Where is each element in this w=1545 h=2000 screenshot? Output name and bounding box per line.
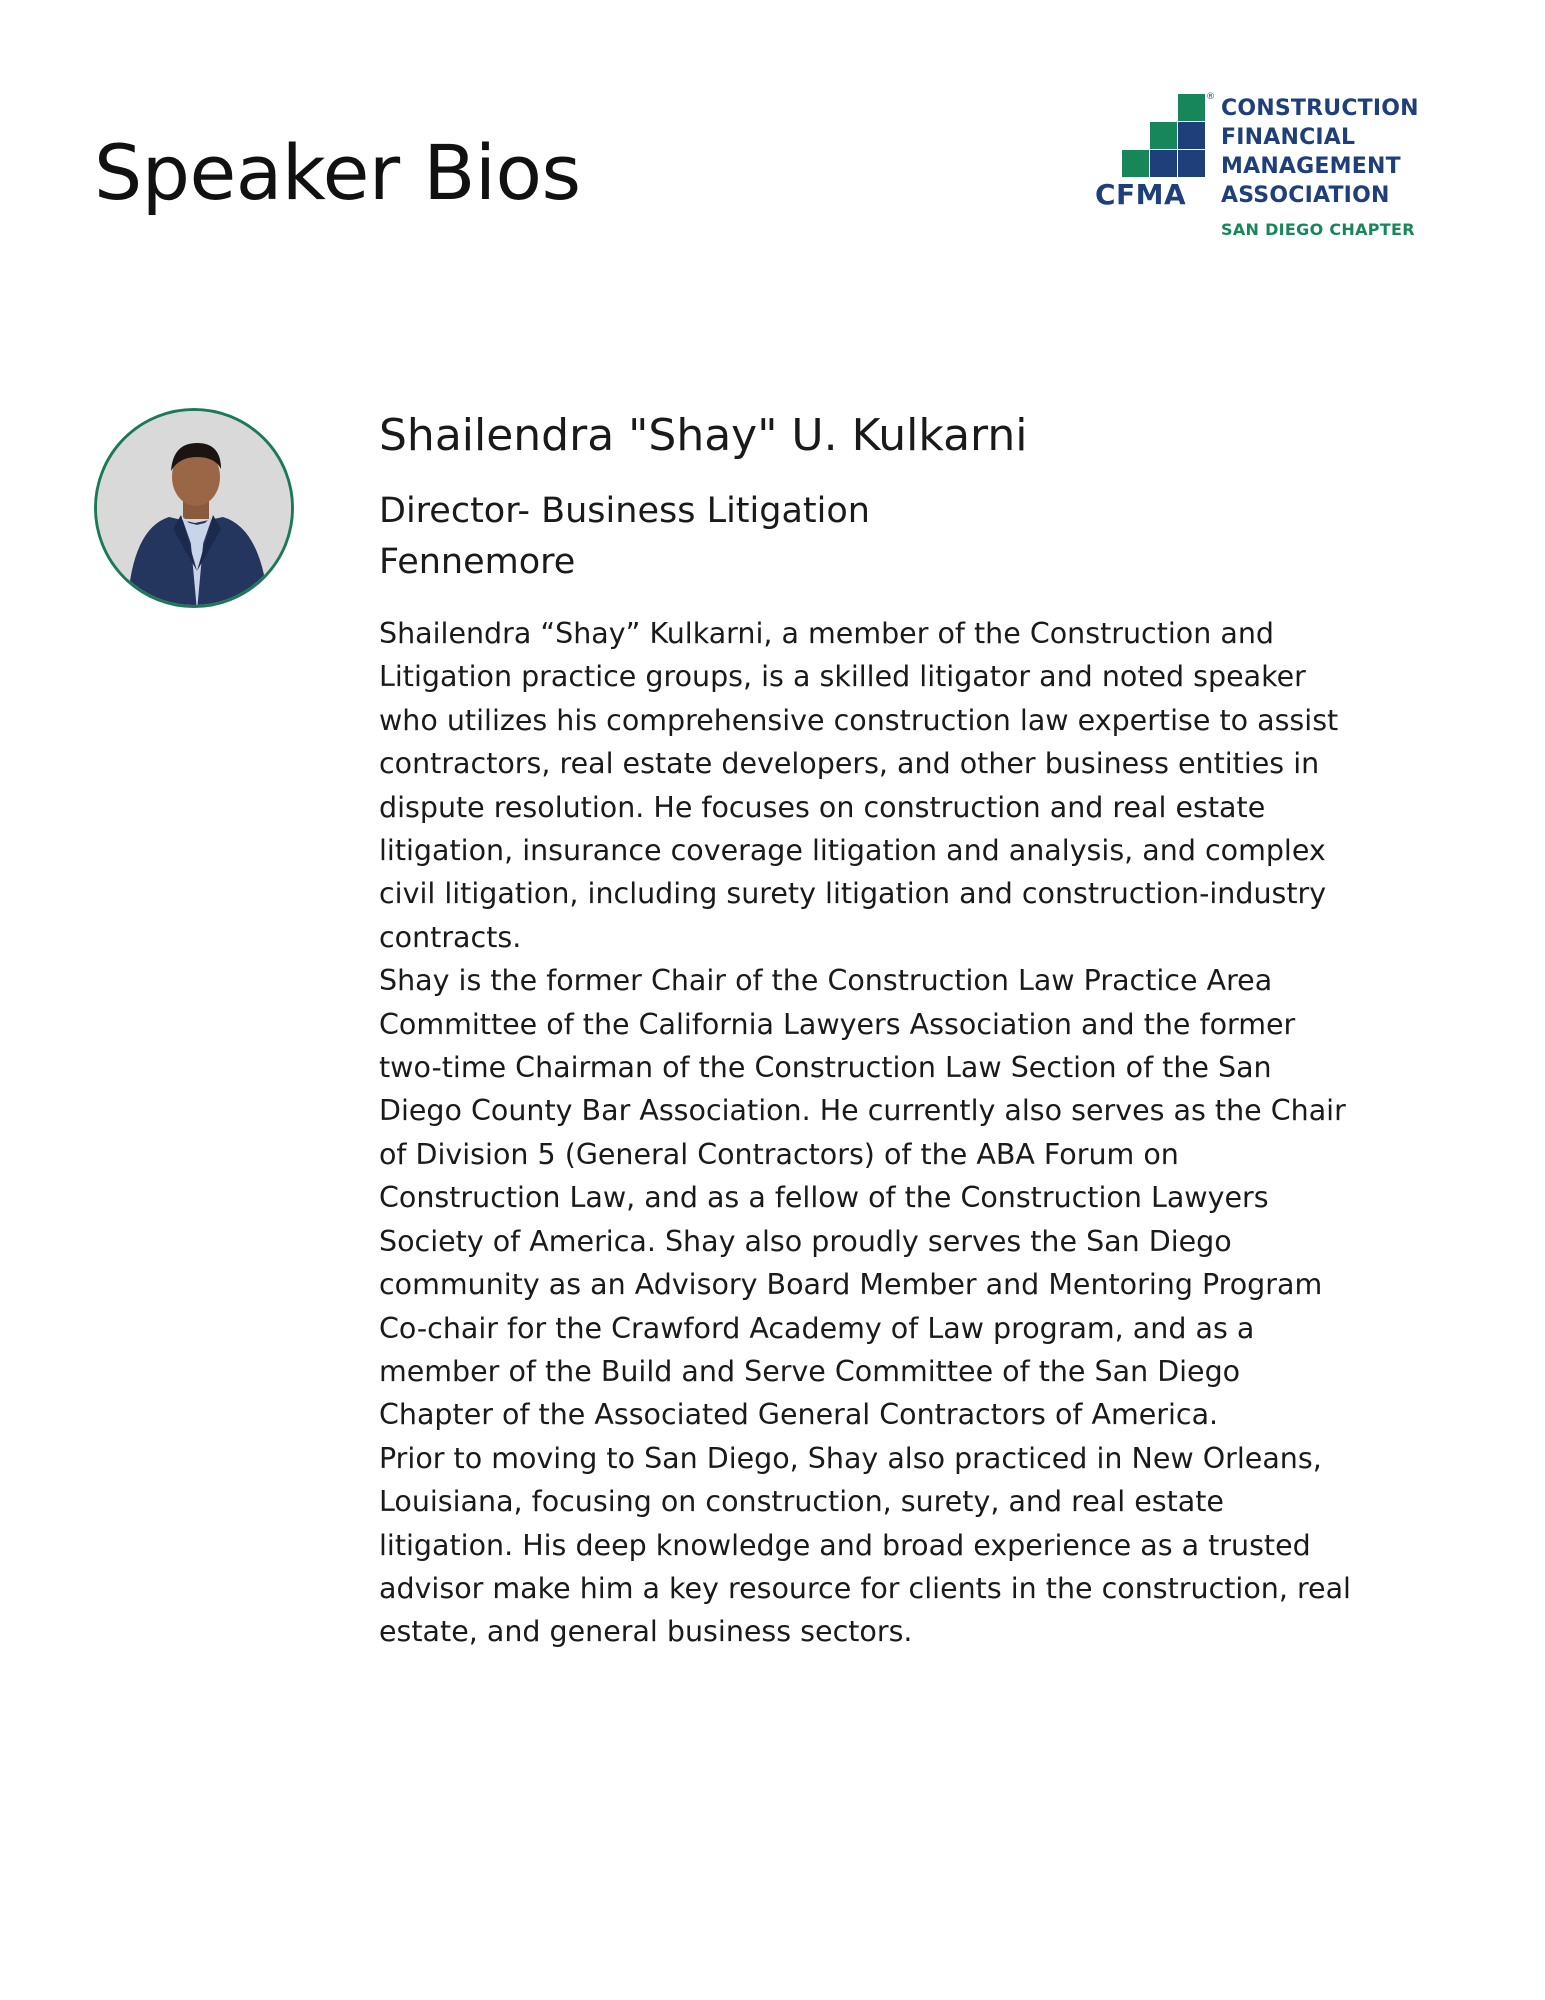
speaker-bio	[379, 612, 1354, 1654]
logo-name-line: MANAGEMENT	[1221, 154, 1401, 179]
logo-chapter: SAN DIEGO CHAPTER	[1221, 220, 1415, 239]
speaker-name: Shailendra "Shay" U. Kulkarni	[379, 410, 1028, 461]
logo-acronym: CFMA	[1095, 178, 1187, 211]
bio-paragraph: Prior to moving to San Diego, Shay also practiced in New Orleans, Louisiana, focusing on construction, surety, and real estate litigation. His deep knowledge and broad experience as a trusted advisor make him a key resource for clients in the construction, real estate, and general business sectors.	[379, 1441, 1351, 1649]
speaker-title: Director- Business Litigation	[379, 491, 870, 531]
speaker-portrait-icon	[97, 411, 294, 608]
logo-registered-mark: ®	[1206, 92, 1215, 102]
cfma-logo	[1095, 94, 1435, 254]
logo-name-line: CONSTRUCTION	[1221, 96, 1419, 121]
speaker-role	[379, 486, 870, 588]
logo-name-line: FINANCIAL	[1221, 125, 1356, 150]
logo-organization-name	[1221, 94, 1419, 210]
speaker-company: Fennemore	[379, 542, 576, 582]
bio-paragraph: Shailendra “Shay” Kulkarni, a member of the Construction and Litigation practice groups, is a skilled litigator and noted speaker who utilizes his comprehensive construction law expertise to assist contractors, real estate developers, and other business entities in dispute resolution. He focuses on construction and real estate litigation, insurance coverage litigation and analysis, and complex civil litigation, including surety litigation and construction-industry contracts.	[379, 617, 1339, 954]
page-title: Speaker Bios	[94, 128, 581, 217]
speaker-photo	[94, 408, 294, 608]
logo-name-line: ASSOCIATION	[1221, 183, 1390, 208]
bio-paragraph: Shay is the former Chair of the Construction Law Practice Area Committee of the California Lawyers Association and the former two-time Chairman of the Construction Law Section of the San Diego County Bar Association. He currently also serves as the Chair of Division 5 (General Contractors) of the ABA Forum on Construction Law, and as a fellow of the Construction Lawyers Society of America. Shay also proudly serves the San Diego community as an Advisory Board Member and Mentoring Program Co-chair for the Crawford Academy of Law program, and as a member of the Build and Serve Committee of the San Diego Chapter of the Associated General Contractors of America.	[379, 964, 1346, 1432]
